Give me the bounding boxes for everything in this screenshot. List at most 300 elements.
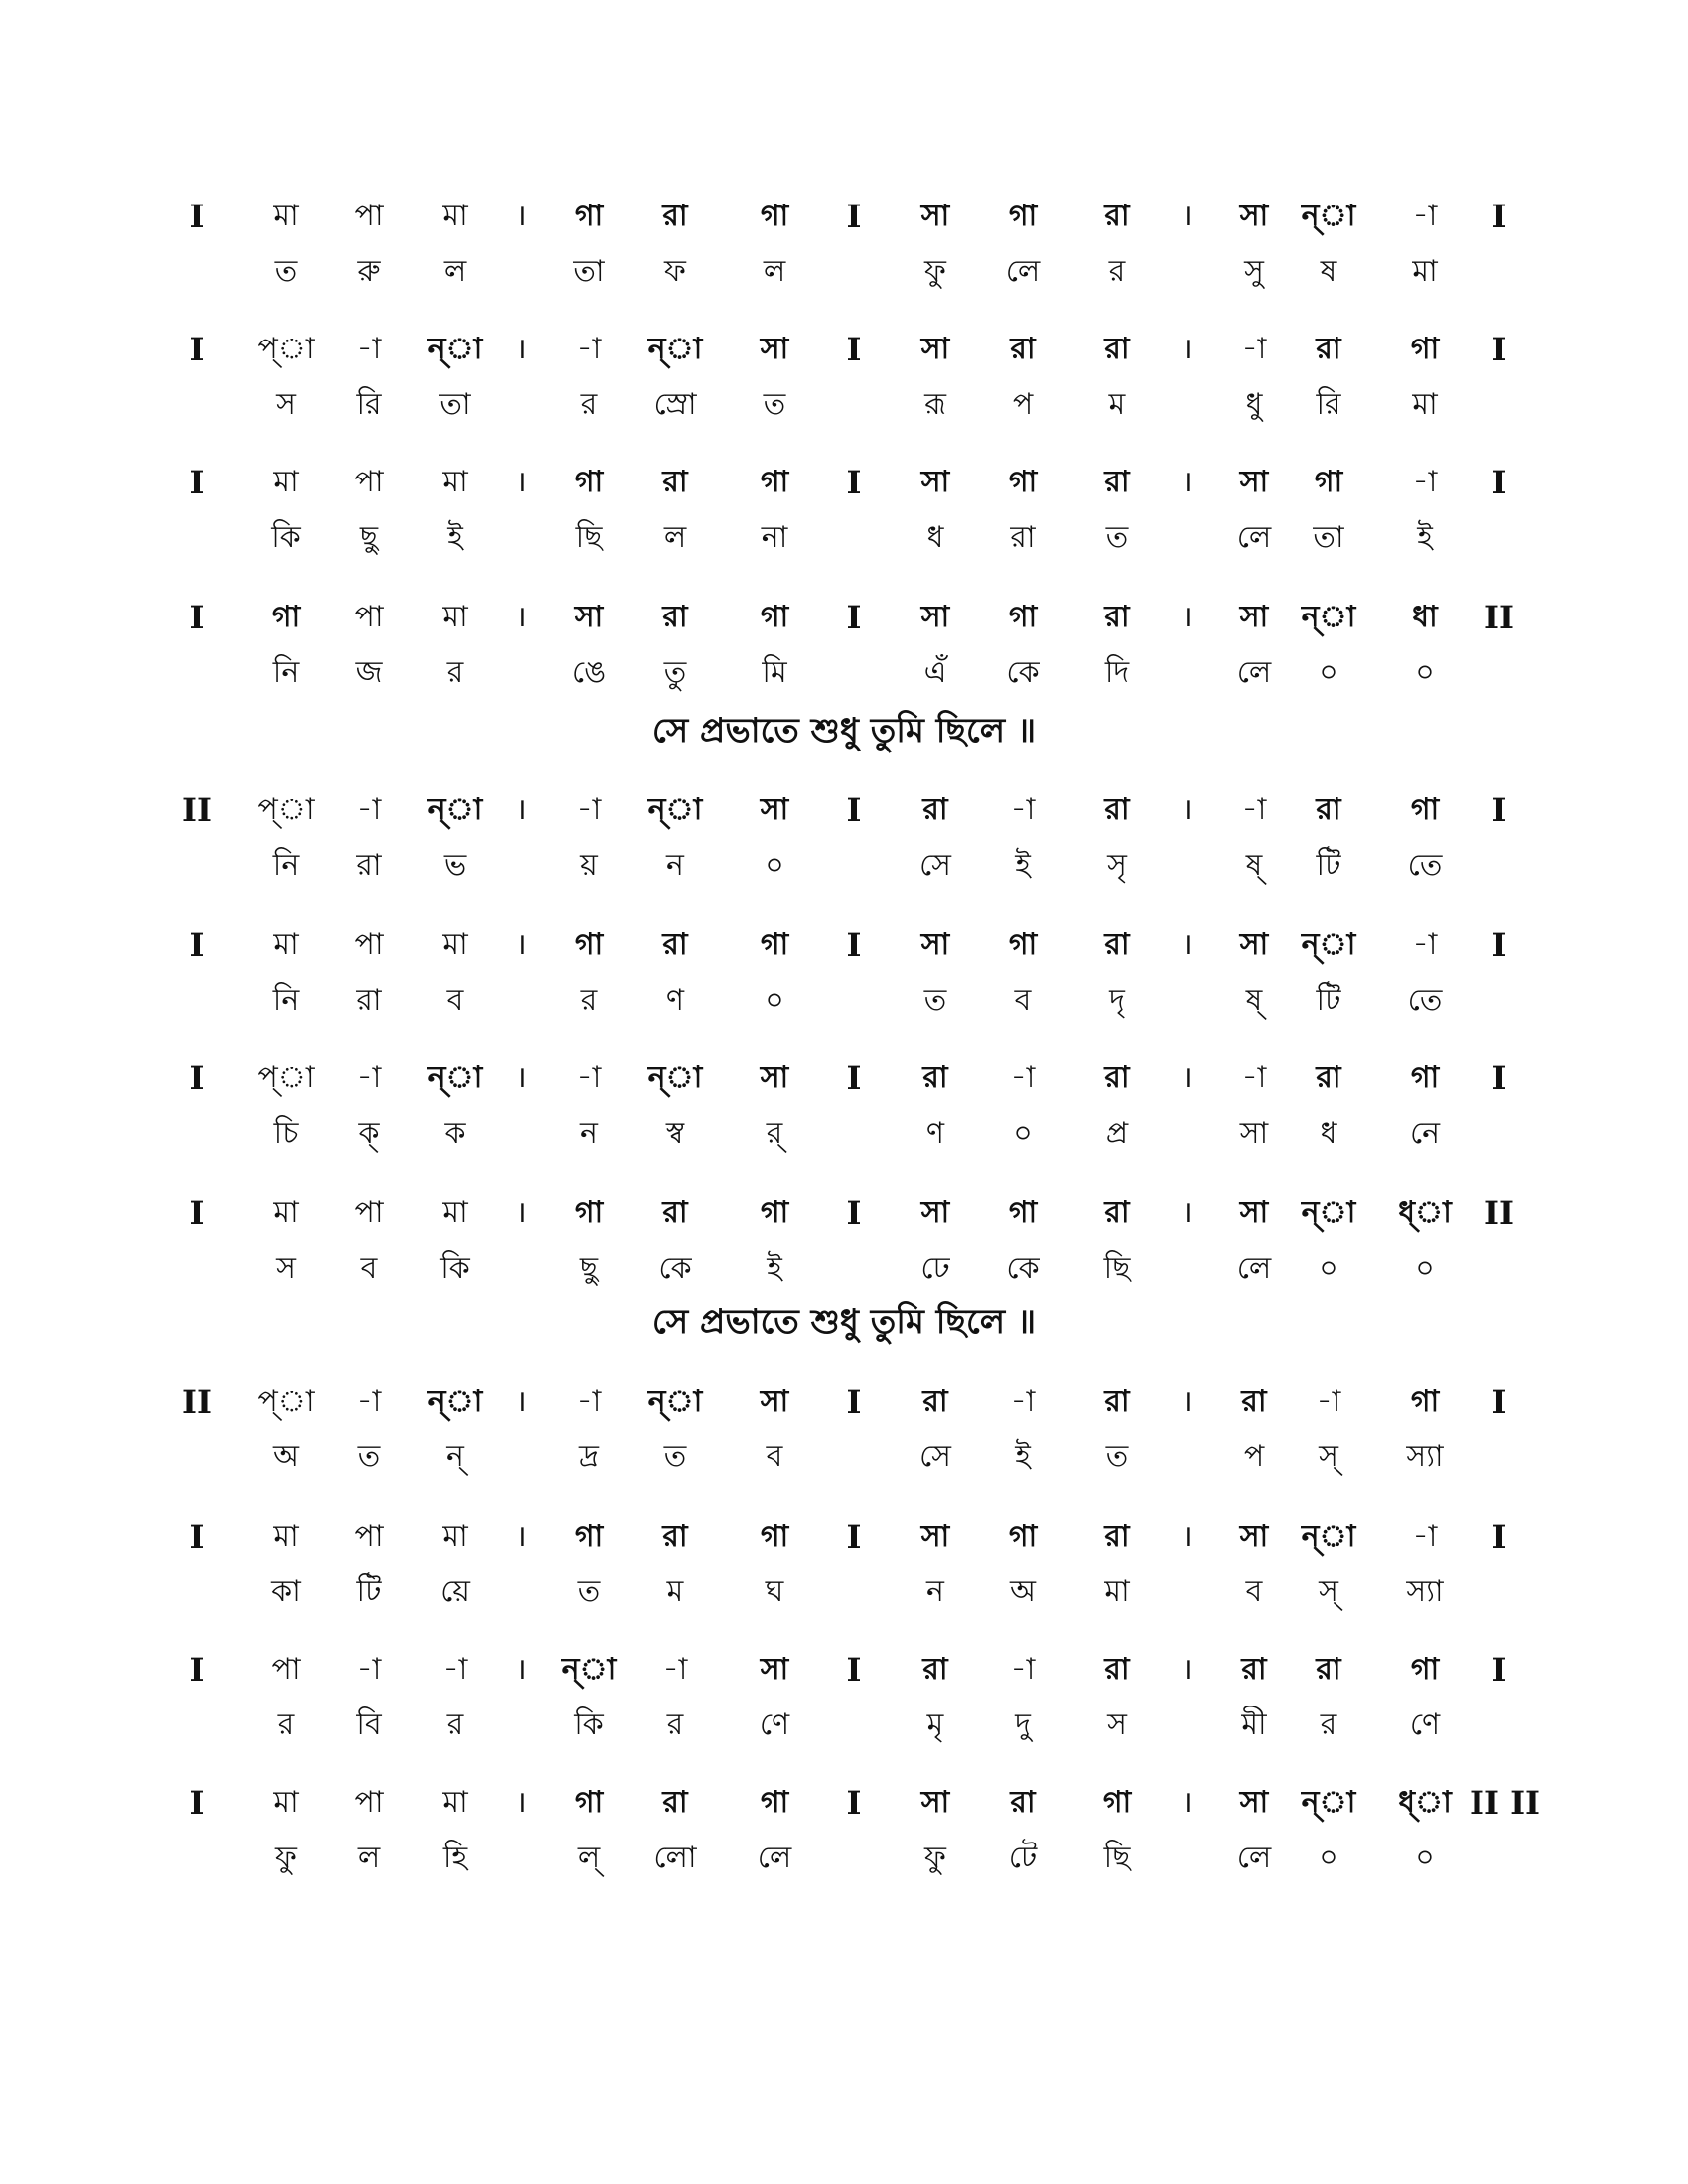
swara-note: গা [760,199,789,233]
bar-separator: । [1181,600,1193,634]
swara-note: রা [662,927,688,962]
lyric-syllable: ত [357,1439,381,1474]
bar-close-mark: I [1491,198,1507,235]
swara-note: রা [1010,1785,1036,1820]
swara-note: গা [760,600,789,634]
lyric-syllable: ঢে [920,1251,950,1286]
lyric-syllable: র [277,1707,295,1742]
swara-note: গা [574,1519,604,1554]
lyric-syllable: দৃ [1109,983,1125,1018]
bar-separator: । [1181,1652,1193,1687]
lyric-syllable: ০ [1415,655,1435,690]
swara-note: -া [1010,1060,1036,1095]
bar-close-mark: I [1491,926,1507,964]
bar-separator: । [515,1652,527,1687]
swara-note: গা [1008,600,1038,634]
bar-separator: । [515,1060,527,1095]
bar-open-mark: I [189,1059,205,1097]
lyric-syllable: রূ [924,387,946,422]
lyric-syllable: রা [356,848,382,883]
swara-note: পা [354,1519,384,1554]
swara-note: -া [1241,1060,1267,1095]
bar-open-mark: I [189,331,205,368]
lyric-syllable: ০ [1415,1251,1435,1286]
lyric-syllable: মা [1412,254,1438,289]
lyric-syllable: ফু [924,254,946,289]
bar-open-mark: I [189,599,205,636]
bar-close-mark: I [1491,331,1507,368]
lyric-syllable: ধ [926,520,944,555]
bar-separator: । [515,465,527,499]
lyric-syllable: ক [444,1116,466,1151]
lyric-syllable: দু [1015,1707,1031,1742]
lyric-syllable: স্ [1319,1574,1338,1609]
swara-note: রা [922,792,948,827]
lyric-syllable: মা [1104,1574,1130,1609]
lyric-syllable: টে [1008,1841,1038,1875]
lyric-syllable: লে [757,1841,792,1875]
swara-note: পা [354,927,384,962]
bar-open-mark: I [189,464,205,501]
swara-note: সা [1239,465,1269,499]
swara-note: -া [356,1060,382,1095]
lyric-syllable: রু [357,254,381,289]
lyric-syllable: লে [1236,520,1272,555]
swara-note: -া [1241,792,1267,827]
bar-close-mark: I [1491,1383,1507,1421]
bar-separator: । [515,927,527,962]
lyric-syllable: প [1012,387,1034,422]
bar-open-mark: I [189,1651,205,1689]
bar-separator: I [846,1194,862,1232]
lyric-syllable: কি [440,1251,470,1286]
notation-line [0,782,1688,838]
lyric-syllable: ণে [759,1707,790,1742]
lyric-line [0,973,1688,1028]
lyric-line [0,377,1688,433]
lyric-syllable: ০ [1319,1251,1338,1286]
swara-note: রা [1104,1060,1130,1095]
bar-close-mark: I [1491,464,1507,501]
lyric-syllable: টি [1316,848,1341,883]
swara-note: মা [273,1195,299,1230]
lyric-syllable: ন্ [446,1439,464,1474]
swara-note: মা [273,465,299,499]
lyric-syllable: র [1320,1707,1337,1742]
lyric-syllable: ছি [575,520,603,555]
swara-note: গা [760,1785,789,1820]
swara-note: সা [920,600,950,634]
bar-separator: । [515,1785,527,1820]
lyric-syllable: ন [580,1116,598,1151]
swara-note: সা [1239,199,1269,233]
swara-note: রা [1241,1384,1267,1419]
bar-separator: । [1181,1060,1193,1095]
lyric-syllable: ০ [765,848,784,883]
lyric-syllable: ষ্ [1245,848,1263,883]
swara-note: গা [271,600,301,634]
lyric-syllable: ফ [664,254,686,289]
bar-open-mark: I [189,198,205,235]
lyric-line [0,1241,1688,1297]
lyric-line [0,510,1688,566]
lyric-syllable: ই [767,1251,782,1286]
swara-note: গা [1410,1384,1440,1419]
lyric-syllable: রি [356,387,382,422]
swara-note: প্া [257,1384,315,1419]
bar-separator: I [846,1651,862,1689]
swara-note: পা [354,600,384,634]
swara-note: গা [574,927,604,962]
swara-note: মা [442,465,468,499]
swara-note: -া [1412,465,1438,499]
swara-note: -া [576,792,602,827]
notation-line [0,1185,1688,1241]
swara-note: সা [760,332,789,366]
swara-note: রা [1104,332,1130,366]
lyric-syllable: তা [439,387,471,422]
swara-note: সা [760,1060,789,1095]
lyric-syllable: ছু [359,520,379,555]
swara-note: প্া [257,1060,315,1095]
lyric-syllable: ত [577,1574,601,1609]
lyric-syllable: লে [1236,1251,1272,1286]
swara-note: -া [356,1652,382,1687]
swara-note: গা [1008,927,1038,962]
lyric-syllable: অ [1010,1574,1036,1609]
bar-separator: । [1181,1195,1193,1230]
bar-close-mark: II [1484,1194,1514,1232]
lyric-syllable: তা [573,254,605,289]
bar-separator: । [1181,465,1193,499]
swara-note: রা [922,1652,948,1687]
bar-open-mark: I [189,1518,205,1556]
lyric-syllable: মৃ [926,1707,944,1742]
notation-line [0,189,1688,244]
lyric-syllable: ই [1015,1439,1031,1474]
notation-line [0,322,1688,377]
lyric-syllable: ল [663,520,687,555]
bar-close-mark: I [1491,1651,1507,1689]
lyric-syllable: ছি [1103,1251,1131,1286]
notation-line [0,1050,1688,1106]
lyric-syllable: রি [1316,387,1341,422]
swara-note: -া [1010,1652,1036,1687]
swara-note: রা [1241,1652,1267,1687]
lyric-syllable: মী [1241,1707,1267,1742]
lyric-syllable: তু [663,655,687,690]
lyric-syllable: ব [1245,1574,1263,1609]
swara-note: -া [442,1652,468,1687]
lyric-syllable: ধ [1320,1116,1337,1151]
swara-note: -া [1412,1519,1438,1554]
swara-note: সা [760,1652,789,1687]
bar-separator: । [515,1519,527,1554]
lyric-syllable: ছু [579,1251,599,1286]
lyric-syllable: নি [272,848,300,883]
swara-note: মা [442,927,468,962]
swara-note: সা [920,927,950,962]
swara-note: রা [662,199,688,233]
lyric-syllable: ০ [765,983,784,1018]
lyric-syllable: লে [1236,655,1272,690]
bar-close-mark: I [1491,1518,1507,1556]
lyric-syllable: স [1107,1707,1127,1742]
lyric-syllable: স্ব [665,1116,685,1151]
bar-separator: I [846,1784,862,1822]
swara-note: সা [1239,1195,1269,1230]
swara-note: ধ্া [1398,1195,1452,1230]
lyric-syllable: ই [447,520,463,555]
lyric-syllable: কে [1006,655,1040,690]
swara-note: প্া [257,792,315,827]
bar-separator: I [846,1518,862,1556]
swara-note: রা [662,1195,688,1230]
lyric-syllable: চি [273,1116,299,1151]
swara-note: -া [576,332,602,366]
swara-note: গা [1314,465,1343,499]
lyric-line [0,1106,1688,1161]
swara-note: -া [662,1652,688,1687]
swara-note: রা [1316,1060,1341,1095]
lyric-syllable: ই [1015,848,1031,883]
swara-note: রা [662,1785,688,1820]
refrain-line: সে প্রভাতে শুধু তুমি ছিলে ॥ [651,1302,1037,1342]
bar-separator: I [846,599,862,636]
lyric-syllable: ন [666,848,684,883]
lyric-syllable: নি [272,983,300,1018]
swara-note: গা [760,927,789,962]
lyric-syllable: ঙে [571,655,607,690]
swara-note: পা [271,1652,301,1687]
lyric-syllable: ত [1105,520,1129,555]
lyric-syllable: ল [763,254,786,289]
swara-note: মা [442,600,468,634]
swara-note: ন্া [1301,199,1356,233]
swara-note: ন্া [1301,1519,1356,1554]
bar-separator: I [846,331,862,368]
swara-note: ন্া [427,792,483,827]
lyric-syllable: নি [272,655,300,690]
bar-separator: । [515,600,527,634]
swara-note: গা [574,465,604,499]
lyric-syllable: তে [1407,983,1443,1018]
lyric-syllable: ত [923,983,947,1018]
lyric-syllable: দ্র [579,1439,599,1474]
lyric-syllable: প [1243,1439,1265,1474]
swara-note: গা [1008,465,1038,499]
bar-separator: । [515,332,527,366]
lyric-syllable: প্র [1105,1116,1129,1151]
lyric-syllable: দি [1104,655,1130,690]
bar-separator: । [1181,332,1193,366]
bar-open-mark: I [189,1784,205,1822]
swara-note: রা [1316,1652,1341,1687]
lyric-syllable: তা [1313,520,1344,555]
swara-note: -া [356,792,382,827]
lyric-line [0,1698,1688,1753]
lyric-syllable: নে [1409,1116,1441,1151]
swara-note: রা [1104,792,1130,827]
lyric-syllable: ণ [665,983,685,1018]
notation-line [0,1775,1688,1831]
lyric-syllable: ভ [443,848,467,883]
swara-note: রা [1316,332,1341,366]
bar-separator: I [846,1383,862,1421]
swara-note: মা [442,199,468,233]
swara-note: রা [662,1519,688,1554]
swara-note: মা [273,199,299,233]
swara-note: সা [760,1384,789,1419]
lyric-syllable: কে [1006,1251,1040,1286]
lyric-syllable: ব [446,983,464,1018]
swara-note: গা [1008,1519,1038,1554]
lyric-syllable: ০ [1319,655,1338,690]
swara-note: -া [1010,1384,1036,1419]
swara-note: ন্া [1301,1195,1356,1230]
swara-note: রা [1104,465,1130,499]
notation-line [0,1374,1688,1430]
swara-note: রা [1316,792,1341,827]
bar-separator: । [1181,1519,1193,1554]
bar-separator: । [515,199,527,233]
lyric-line [0,1430,1688,1485]
lyric-syllable: কি [271,520,301,555]
swara-note: প্া [257,332,315,366]
swara-note: পা [354,1785,384,1820]
notation-line [0,455,1688,510]
swara-note: রা [1104,1195,1130,1230]
lyric-syllable: ত [274,254,298,289]
lyric-syllable: এঁ [923,655,947,690]
lyric-syllable: না [761,520,788,555]
bar-close-mark: II [1484,599,1514,636]
swara-note: রা [1010,332,1036,366]
swara-note: -া [576,1384,602,1419]
swara-note: ন্া [647,792,703,827]
swara-note: গা [1410,792,1440,827]
lyric-syllable: ছি [1103,1841,1131,1875]
lyric-syllable: ঘ [765,1574,784,1609]
bar-separator: I [846,791,862,829]
bar-separator: । [1181,1785,1193,1820]
swara-note: পা [354,465,384,499]
lyric-syllable: লে [1005,254,1041,289]
lyric-syllable: র্ [766,1116,783,1151]
swara-note: মা [442,1785,468,1820]
lyric-syllable: লে [1236,1841,1272,1875]
lyric-syllable: ণ [925,1116,945,1151]
notation-line [0,917,1688,973]
bar-separator: I [846,464,862,501]
lyric-syllable: র [446,1707,464,1742]
bar-open-mark: I [189,1194,205,1232]
swara-note: রা [922,1060,948,1095]
swara-note: রা [922,1384,948,1419]
swara-note: রা [1104,600,1130,634]
lyric-syllable: য় [580,848,598,883]
lyric-syllable: মি [762,655,787,690]
lyric-syllable: ০ [1013,1116,1033,1151]
swara-note: সা [920,1785,950,1820]
swara-note: ন্া [647,1060,703,1095]
bar-open-mark: II [182,791,211,829]
bar-separator: । [515,792,527,827]
bar-open-mark: II [182,1383,211,1421]
lyric-syllable: টি [356,1574,382,1609]
swara-note: ন্া [647,1384,703,1419]
bar-close-mark: I [1491,791,1507,829]
lyric-syllable: ত [1105,1439,1129,1474]
lyric-syllable: ণে [1409,1707,1441,1742]
lyric-line [0,838,1688,893]
lyric-syllable: রা [1010,520,1036,555]
lyric-syllable: ত [763,387,786,422]
bar-close-mark: I [1491,1059,1507,1097]
swara-note: গা [760,1519,789,1554]
lyric-syllable: ০ [1319,1841,1338,1875]
swara-note: সা [1239,1785,1269,1820]
swara-note: -া [1010,792,1036,827]
swara-note: ন্া [1301,600,1356,634]
swara-note: সা [1239,1519,1269,1554]
bar-separator: । [1181,927,1193,962]
lyric-syllable: ফু [924,1841,946,1875]
swara-note: ন্া [1301,927,1356,962]
lyric-syllable: ল্ [577,1841,601,1875]
lyric-line [0,1831,1688,1886]
lyric-syllable: সা [1239,1116,1269,1151]
lyric-syllable: স [276,1251,296,1286]
swara-note: সা [760,792,789,827]
lyric-syllable: র [580,983,598,1018]
swara-note: পা [354,1195,384,1230]
lyric-syllable: ল [357,1841,381,1875]
swara-note: গা [760,1195,789,1230]
swara-note: সা [1239,927,1269,962]
bar-separator: । [515,1384,527,1419]
bar-close-mark: II II [1470,1784,1541,1822]
lyric-syllable: টি [1316,983,1341,1018]
lyric-syllable: ব [360,1251,378,1286]
lyric-syllable: স [276,387,296,422]
lyric-syllable: স্ [1319,1439,1338,1474]
lyric-line [0,244,1688,300]
lyric-syllable: তে [1407,848,1443,883]
lyric-syllable: ক্ [358,1116,380,1151]
swara-note: রা [1104,927,1130,962]
lyric-syllable: অ [273,1439,299,1474]
swara-note: সা [920,332,950,366]
lyric-syllable: ন [926,1574,944,1609]
lyric-syllable: র [580,387,598,422]
swara-note: মা [442,1519,468,1554]
swara-note: রা [1104,1384,1130,1419]
swara-note: পা [354,199,384,233]
bar-separator: । [1181,792,1193,827]
lyric-line [0,645,1688,701]
swara-note: গা [1008,199,1038,233]
swara-note: -া [356,332,382,366]
lyric-line [0,1565,1688,1620]
swara-note: ন্া [561,1652,617,1687]
lyric-syllable: ফু [275,1841,297,1875]
swara-note: রা [1104,1519,1130,1554]
swara-note: -া [1412,927,1438,962]
lyric-syllable: ০ [1415,1841,1435,1875]
swara-note: গা [1008,1195,1038,1230]
bar-separator: I [846,1059,862,1097]
